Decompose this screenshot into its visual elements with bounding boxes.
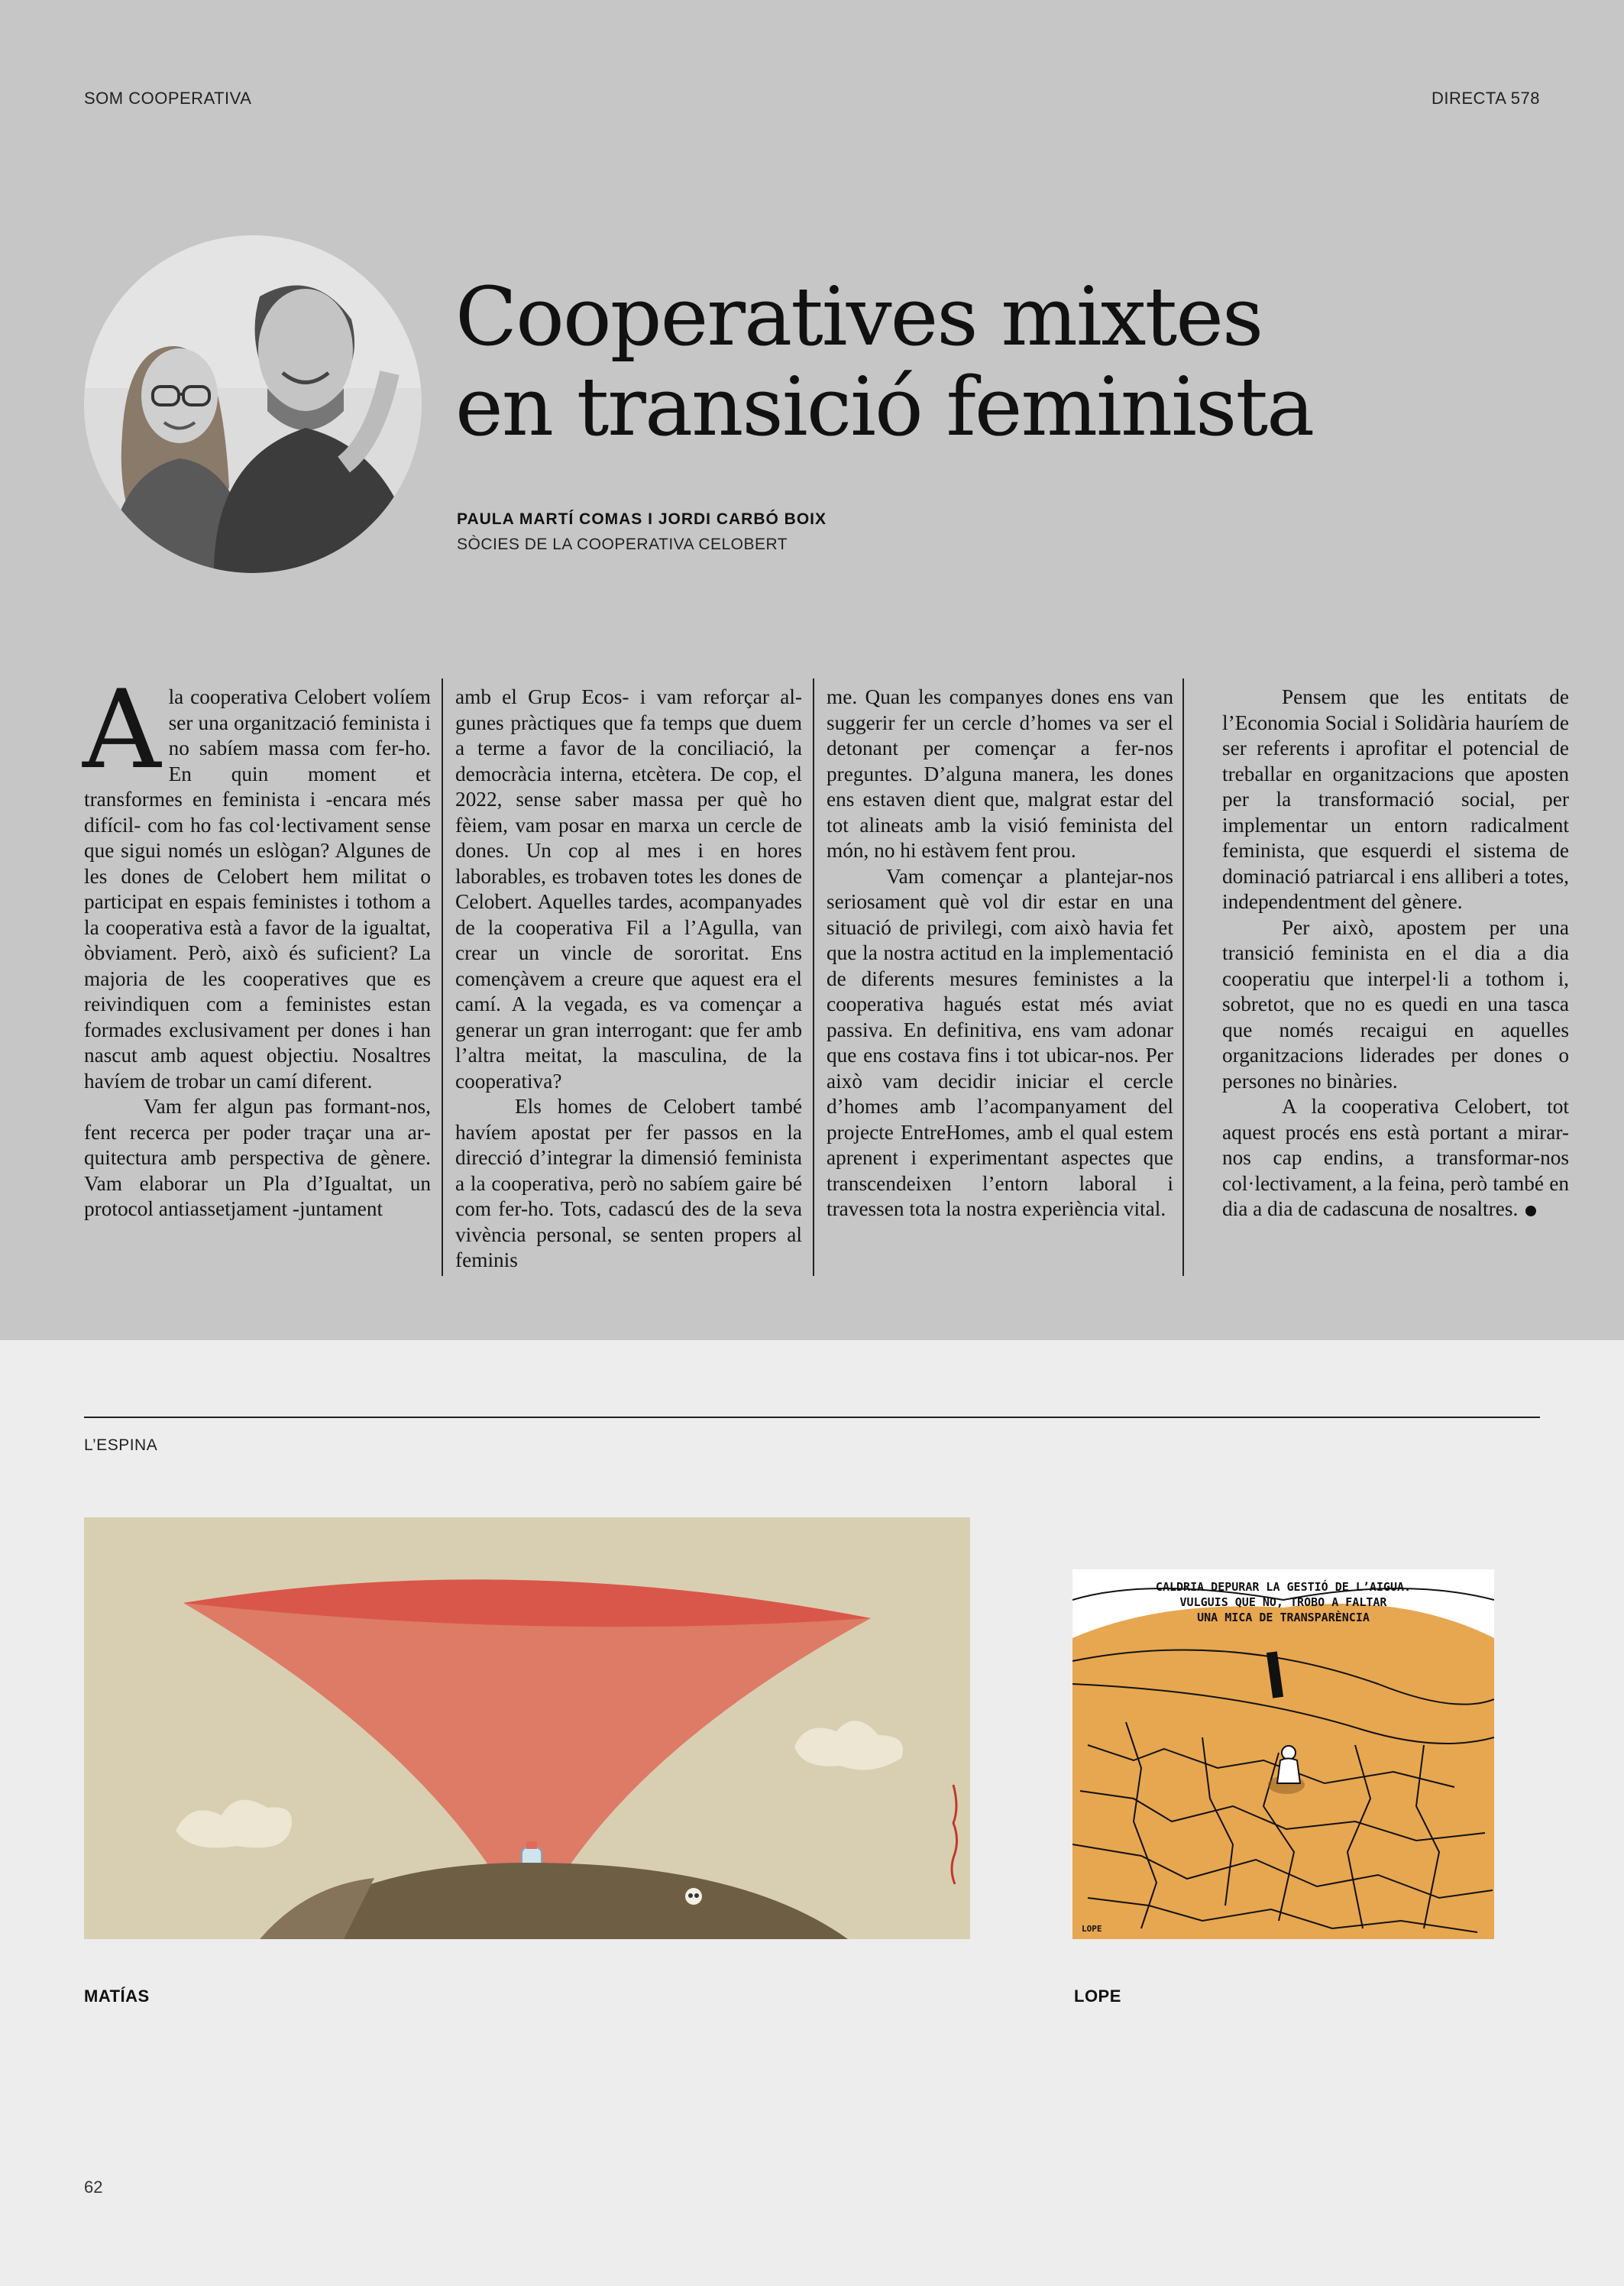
paragraph: amb el Grup Ecos- i vam reforçar algunes pràctiques que fa temps que duem a terme a favor de la conciliació, la democràcia interna, etcètera. De cop, el 2022, sense saber massa per què ho fèiem, vam posar en marxa un cercle de dones. Un cop al mes i en hores laborables, es trobaven totes les dones de Celobert. Aquelles tardes, acompanyades de la cooperativa Fil a l’Agulla, van crear un vincle de sororitat. Ens començàvem a creure que aquest era el camí. A la vegada, es va començar a generar un gran interrogant: que fer amb l’altra meitat, la masculina, de la cooperativa? (455, 685, 802, 1093)
article-column-4 (1222, 685, 1569, 1222)
cartoon-matias (84, 1517, 970, 1939)
paragraph: A la cooperativa Celobert, tot aquest procés ens està portant a mirar-nos cap endins, a transformar-nos col·lectivament, a la feina, però també en dia a dia de cadascuna de nosaltres. (1222, 1095, 1569, 1220)
issue-label: DIRECTA 578 (1431, 89, 1540, 108)
article-column-2 (455, 685, 802, 1274)
lespina-label: L’ESPINA (84, 1436, 158, 1454)
paragraph: Vam començar a plantejar-nos seriosament què vol dir estar en una situació de privilegi, com això havia fet que la nostra actitud en la implementació de diferents mesures feministes a la cooperativa hagués estat més aviat passiva. En definitiva, ens vam adonar que ens costava fins i tot ubicar-nos. Per això vam decidir iniciar el cercle d’homes amb l’acompanyament del projecte EntreHomes, amb el qual estem aprenent i experimentant aspectes que transcendeixen l’entorn laboral i travessen tota la nostra experiència vital. (827, 864, 1173, 1220)
paragraph: Vam fer algun pas formant-nos, fent recerca per poder traçar una arquitectura amb perspectiva de gènere. Vam elaborar un Pla d’Igualtat, un protocol antiassetjament -juntament (84, 1095, 431, 1220)
title-line-2: en transició feminista (455, 360, 1314, 454)
article-title (455, 272, 1372, 452)
lope-signature: LOPE (1082, 1924, 1102, 1934)
end-bullet-icon (1525, 1206, 1536, 1216)
paragraph: la cooperativa Celobert volíem ser una organització feminista i no sabíem massa com fer-ho. En quin moment et transformes en feminista i -encara més difícil- com ho fas col·lectivament sense que sigui només un eslògan? Algunes de les dones de Celobert hem militat o participat en espais feministes i tothom a la cooperativa està a favor de la igualtat, òbviament. Però, això és suficient? La majoria de les cooperatives que es reivindiquen com a feministes estan formades exclusivament per dones i han nascut amb aquest objectiu. Nosaltres havíem de trobar un camí diferent. (84, 685, 431, 1093)
paragraph: Els homes de Celobert també havíem apostat per fer passos en la direcció d’integrar la dimensió feminista a la cooperativa, però no sabíem gaire bé com fer-ho. Tots, cadascú des de la seva vivència personal, se senten propers al feminis (455, 1095, 802, 1271)
speech-line-3: UNA MICA DE TRANSPARÈNCIA (1197, 1611, 1370, 1624)
column-divider (1182, 678, 1184, 1276)
paragraph: Per això, apostem per una transició feminista en el dia a dia cooperatiu que interpel·li a tothom i, sobretot, que no es quedi en una tasca que només recaigui en aquelles organitzacions liderades per dones o persones no binàries. (1222, 915, 1569, 1093)
cartoon-lope (1072, 1569, 1494, 1939)
speech-line-2: VULGUIS QUE NO, TROBO A FALTAR (1179, 1595, 1387, 1609)
speech-line-1: CALDRIA DEPURAR LA GESTIÓ DE L’AIGUA. (1155, 1580, 1412, 1594)
paragraph: Pensem que les entitats de l’Economia Social i Solidària hauríem de ser referents i aprofitar el potencial de treballar en organitzacions que aposten per la transformació social, per implementar un entorn radicalment feminista, que esquerdi el sistema de dominació patriarcal i ens alliberi a totes, independentment del gènere. (1222, 685, 1569, 913)
authors-role: SÒCIES DE LA COOPERATIVA CELOBERT (457, 536, 788, 553)
page-number: 62 (84, 2178, 103, 2197)
column-divider (813, 678, 814, 1276)
paragraph: me. Quan les companyes dones ens van suggerir fer un cercle d’homes va ser el detonant per començar a fer-nos preguntes. D’alguna manera, les dones ens estaven dient que, malgrat estar del tot alineats amb la visió feminista del món, no hi estàvem fent prou. (827, 685, 1173, 862)
section-rule (84, 1417, 1540, 1418)
title-line-1: Cooperatives mixtes (455, 270, 1263, 364)
section-label: SOM COOPERATIVA (84, 89, 252, 108)
drop-cap: A (82, 667, 161, 793)
column-divider (442, 678, 443, 1276)
authors-photo (84, 235, 422, 573)
cartoon-credit-matias: MATÍAS (84, 1986, 150, 2006)
cartoon-credit-lope: LOPE (1074, 1986, 1121, 2006)
article-authors: PAULA MARTÍ COMAS I JORDI CARBÓ BOIX (457, 510, 827, 528)
article-column-1 (82, 667, 431, 1222)
article-column-3 (827, 685, 1173, 1222)
